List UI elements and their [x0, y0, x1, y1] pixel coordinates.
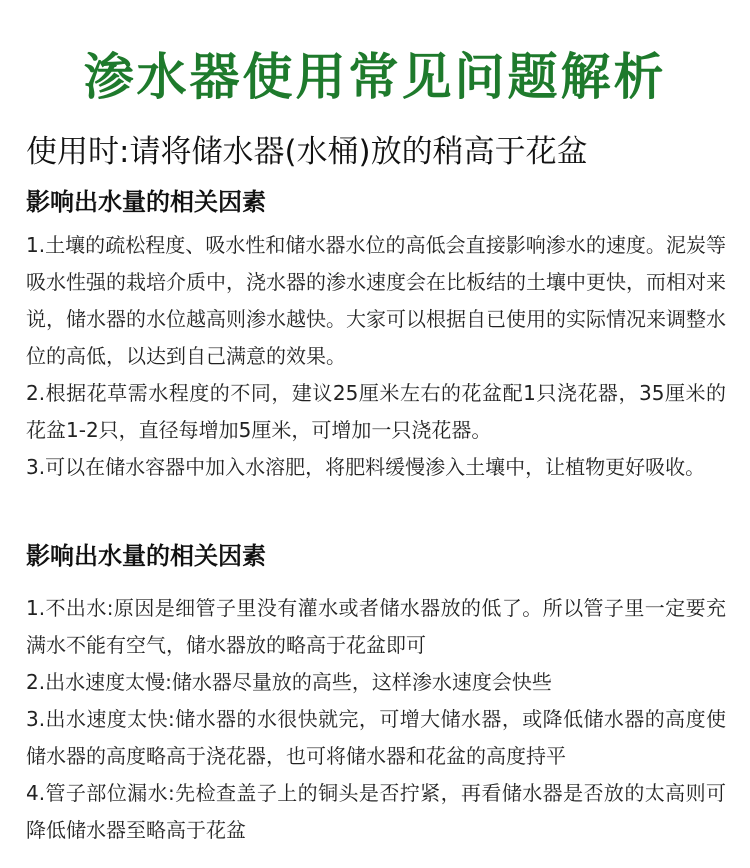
problem-item-3: 3.出水速度太快:储水器的水很快就完，可增大储水器，或降低储水器的高度使储水器的高度略高于浇花器，也可将储水器和花盆的高度持平: [26, 707, 726, 768]
usage-tip: 使用时:请将储水器(水桶)放的稍高于花盆: [26, 134, 588, 170]
factor-item-1: 1.土壤的疏松程度、吸水性和储水器水位的高低会直接影响渗水的速度。泥炭等吸水性强的栽培介质中，浇水器的渗水速度会在比板结的土壤中更快，而相对来说，储水器的水位越高则渗水越快。大家可以根据自已使用的实际情况来调整水位的高低，以达到自己满意的效果。: [26, 233, 726, 368]
section-heading-problems: 影响出水量的相关因素: [26, 542, 266, 570]
factors-list: [26, 227, 726, 486]
factor-item-2: 2.根据花草需水程度的不同，建议25厘米左右的花盆配1只浇花器，35厘米的花盆1-2只，直径每增加5厘米，可增加一只浇花器。: [26, 381, 726, 442]
problem-item-1: 1.不出水:原因是细管子里没有灌水或者储水器放的低了。所以管子里一定要充满水不能有空气，储水器放的略高于花盆即可: [26, 596, 726, 657]
factor-item-3: 3.可以在储水容器中加入水溶肥，将肥料缓慢渗入土壤中，让植物更好吸收。: [26, 455, 706, 479]
section-heading-factors: 影响出水量的相关因素: [26, 188, 266, 216]
page-title: 渗水器使用常见问题解析: [83, 48, 667, 106]
problems-list: [26, 590, 726, 849]
problem-item-2: 2.出水速度太慢:储水器尽量放的高些，这样渗水速度会快些: [26, 670, 552, 694]
problem-item-4: 4.管子部位漏水:先检查盖子上的铜头是否拧紧，再看储水器是否放的太高则可降低储水器至略高于花盆: [26, 781, 726, 842]
